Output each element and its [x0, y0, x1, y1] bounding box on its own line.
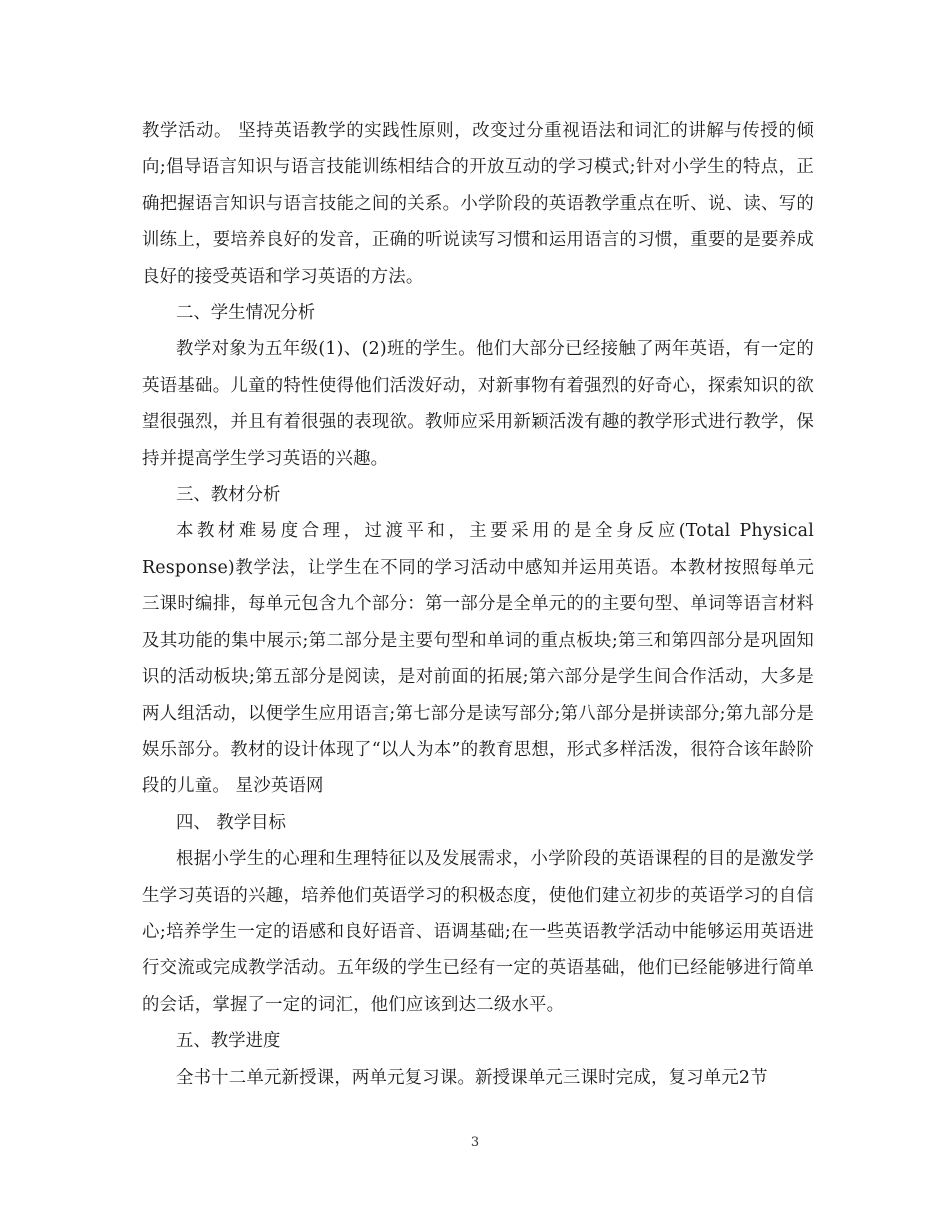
section-heading-student-analysis: 二、学生情况分析 [176, 303, 316, 324]
section-heading-teaching-goals: 四、 教学目标 [176, 812, 286, 833]
page-body [142, 113, 814, 1096]
paragraph-teaching-goals: 根据小学生的心理和生理特征以及发展需求，小学阶段的英语课程的目的是激发学生学习英语的兴趣，培养他们英语学习的积极态度，使他们建立初步的英语学习的自信心;培养学生一定的语感和良好语音、语调基础;在一些英语教学活动中能够运用英语进行交流或完成教学活动。五年级的学生已经有一定的英语基础，他们已经能够进行简单的会话，掌握了一定的词汇，他们应该到达二级水平。 [142, 849, 814, 1015]
paragraph-teaching-schedule: 全书十二单元新授课，两单元复习课。新授课单元三课时完成，复习单元2节 [176, 1067, 768, 1088]
section-heading-textbook-analysis: 三、教材分析 [176, 485, 281, 506]
paragraph-teaching-principles: 教学活动。 坚持英语教学的实践性原则，改变过分重视语法和词汇的讲解与传授的倾向;倡导语言知识与语言技能训练相结合的开放互动的学习模式;针对小学生的特点，正确把握语言知识与语言技能之间的关系。小学阶段的英语教学重点在听、说、读、写的训练上，要培养良好的发音，正确的听说读写习惯和运用语言的习惯，重要的是要养成良好的接受英语和学习英语的方法。 [142, 121, 814, 287]
paragraph-student-analysis: 教学对象为五年级(1)、(2)班的学生。他们大部分已经接触了两年英语，有一定的英语基础。儿童的特性使得他们活泼好动，对新事物有着强烈的好奇心，探索知识的欲望很强烈，并且有着很强的表现欲。教师应采用新颖活泼有趣的教学形式进行教学，保持并提高学生学习英语的兴趣。 [142, 339, 814, 469]
page-number: 3 [470, 1135, 480, 1150]
paragraph-textbook-analysis: 本教材难易度合理，过渡平和，主要采用的是全身反应(Total Physical Response)教学法，让学生在不同的学习活动中感知并运用英语。本教材按照每单元三课时编排，每单元包含九个部分：第一部分是全单元的的主要句型、单词等语言材料及其功能的集中展示;第二部分是主要句型和单词的重点板块;第三和第四部分是巩固知识的活动板块;第五部分是阅读，是对前面的拓展;第六部分是学生间合作活动，大多是两人组活动，以便学生应用语言;第七部分是读写部分;第八部分是拼读部分;第九部分是娱乐部分。教材的设计体现了“以人为本”的教育思想，形式多样活泼，很符合该年龄阶段的儿童。 星沙英语网 [142, 521, 814, 797]
section-heading-teaching-schedule: 五、教学进度 [176, 1031, 281, 1052]
